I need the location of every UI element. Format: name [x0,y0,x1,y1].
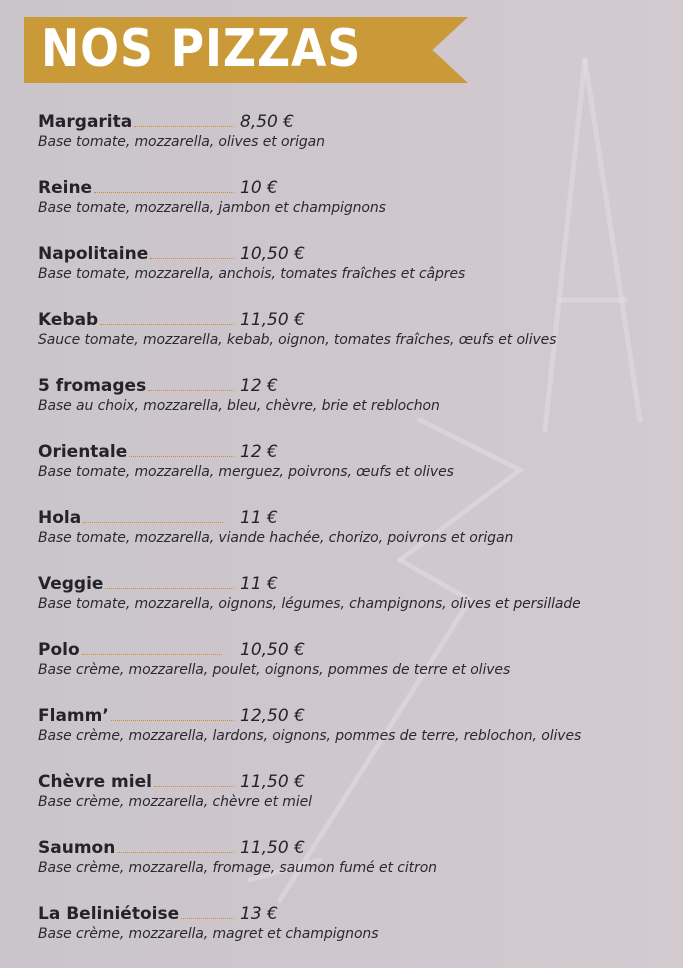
pizza-name: Kebab [38,310,99,330]
pizza-name: La Beliniétoise [38,904,180,924]
pizza-description: Base crème, mozzarella, fromage, saumon fumé et citron [38,860,437,876]
menu-item-header [38,308,678,330]
menu-item [38,440,678,506]
pizza-price: 10,50 € [240,640,305,660]
menu-item [38,308,678,374]
menu-item [38,110,678,176]
menu-item [38,374,678,440]
menu-item-header [38,374,678,396]
page-title: NOS PIZZAS [41,19,362,79]
pizza-description: Base au choix, mozzarella, bleu, chèvre, brie et reblochon [38,398,440,414]
pizza-name: 5 fromages [38,376,147,396]
pizza-name: Reine [38,178,93,198]
pizza-name: Napolitaine [38,244,149,264]
menu-item-header [38,902,678,924]
pizza-description: Base tomate, mozzarella, olives et origan [38,134,325,150]
pizza-price: 12 € [240,442,278,462]
pizza-description: Base crème, mozzarella, lardons, oignons, pommes de terre, reblochon, olives [38,728,582,744]
pizza-price: 12 € [240,376,278,396]
pizza-description: Base crème, mozzarella, magret et champignons [38,926,379,942]
dotted-leader [154,786,234,787]
pizza-name: Saumon [38,838,116,858]
menu-item [38,638,678,704]
pizza-description: Sauce tomate, mozzarella, kebab, oignon, tomates fraîches, œufs et olives [38,332,557,348]
pizza-description: Base tomate, mozzarella, oignons, légumes, champignons, olives et persillade [38,596,581,612]
pizza-name: Veggie [38,574,104,594]
menu-item [38,704,678,770]
dotted-leader [129,456,234,457]
pizza-name: Flamm’ [38,706,109,726]
dotted-leader [83,522,223,523]
pizza-price: 11,50 € [240,310,305,330]
dotted-leader [181,918,234,919]
menu-item [38,242,678,308]
menu-item [38,836,678,902]
pizza-description: Base crème, mozzarella, chèvre et miel [38,794,312,810]
pizza-price: 13 € [240,904,278,924]
pizza-price: 10 € [240,178,278,198]
menu-item-header [38,242,678,264]
dotted-leader [94,192,234,193]
menu-item-header [38,572,678,594]
pizza-name: Chèvre miel [38,772,152,792]
dotted-leader [105,588,234,589]
menu-item [38,506,678,572]
dotted-leader [117,852,234,853]
menu-item [38,572,678,638]
dotted-leader [82,654,222,655]
menu-item-header [38,638,678,660]
pizza-description: Base crème, mozzarella, poulet, oignons, pommes de terre et olives [38,662,511,678]
pizza-description: Base tomate, mozzarella, jambon et champignons [38,200,386,216]
pizza-price: 10,50 € [240,244,305,264]
menu-item-header [38,440,678,462]
pizza-description: Base tomate, mozzarella, merguez, poivrons, œufs et olives [38,464,454,480]
dotted-leader [148,390,234,391]
menu-item [38,902,678,968]
menu-item [38,770,678,836]
menu-item-header [38,836,678,858]
menu-item-header [38,176,678,198]
pizza-name: Orientale [38,442,128,462]
pizza-name: Polo [38,640,80,660]
pizza-description: Base tomate, mozzarella, anchois, tomates fraîches et câpres [38,266,466,282]
pizza-price: 11 € [240,508,278,528]
pizza-menu [38,110,678,968]
dotted-leader [111,720,234,721]
pizza-name: Hola [38,508,82,528]
pizza-price: 12,50 € [240,706,305,726]
dotted-leader [134,126,234,127]
menu-item-header [38,110,678,132]
menu-item-header [38,770,678,792]
pizza-price: 11,50 € [240,772,305,792]
menu-item-header [38,506,678,528]
menu-item [38,176,678,242]
pizza-price: 11,50 € [240,838,305,858]
pizza-description: Base tomate, mozzarella, viande hachée, chorizo, poivrons et origan [38,530,514,546]
dotted-leader [100,324,234,325]
menu-item-header [38,704,678,726]
pizza-price: 11 € [240,574,278,594]
dotted-leader [150,258,234,259]
pizza-name: Margarita [38,112,133,132]
pizza-price: 8,50 € [240,112,295,132]
